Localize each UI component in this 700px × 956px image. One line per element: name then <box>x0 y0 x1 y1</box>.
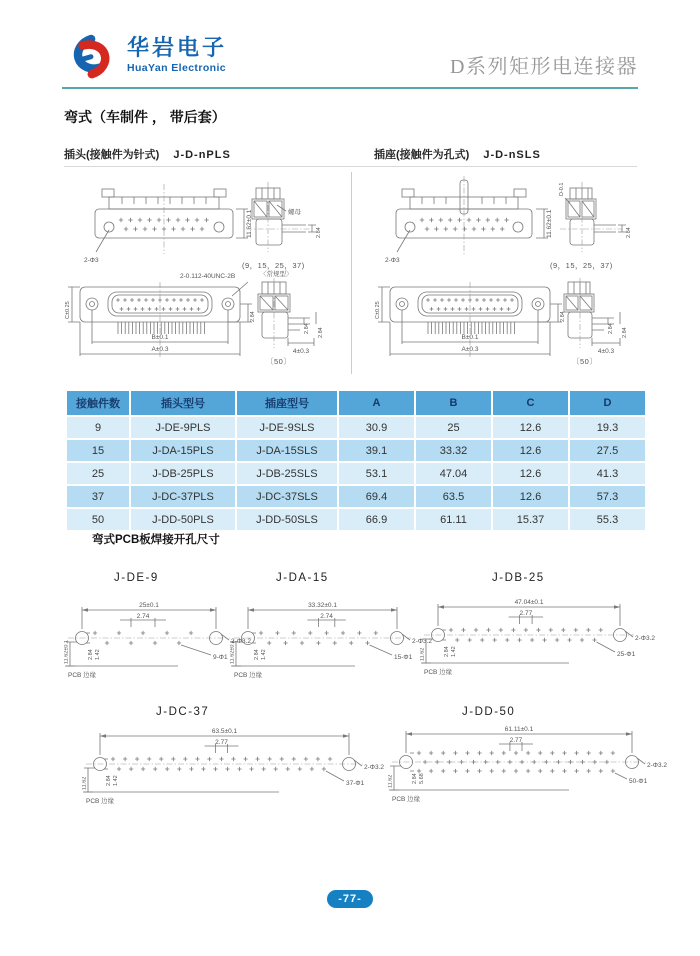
spec-col-header: 接触件数 <box>67 391 129 415</box>
spec-col-header: A <box>339 391 414 415</box>
dim-b: B±0.1 <box>151 334 169 341</box>
footer <box>0 889 700 907</box>
spec-table-row <box>67 417 645 438</box>
svg-text:61.11±0.1: 61.11±0.1 <box>504 726 534 733</box>
spec-table-head-row <box>67 391 645 415</box>
socket-front-view <box>385 176 553 264</box>
spec-table-cell: 37 <box>67 486 129 507</box>
spec-table-cell: J-DA-15PLS <box>131 440 235 461</box>
svg-text:47.04±0.1: 47.04±0.1 <box>514 599 544 606</box>
svg-text:2.84: 2.84 <box>254 649 260 660</box>
spec-table-cell: 27.5 <box>570 440 645 461</box>
plug-bottom-view <box>65 273 256 358</box>
pcb-diagram-da15 <box>230 596 445 684</box>
pcb-label-db25: J-DB-25 <box>492 572 545 584</box>
svg-text:25-Φ1: 25-Φ1 <box>617 651 636 658</box>
plug-side-view-50 <box>258 269 324 366</box>
svg-text:2-Φ3.2: 2-Φ3.2 <box>647 762 668 769</box>
company-logo-icon <box>60 31 120 83</box>
svg-text:63.5±0.1: 63.5±0.1 <box>211 728 238 735</box>
svg-text:9-Φ1: 9-Φ1 <box>213 654 228 661</box>
svg-text:2.84: 2.84 <box>560 311 566 322</box>
svg-text:1.42: 1.42 <box>261 649 267 660</box>
tail-dim: 4±0.3 <box>292 348 310 355</box>
svg-text:11.62±0.1: 11.62±0.1 <box>64 639 70 664</box>
spec-table-cell: J-DB-25PLS <box>131 463 235 484</box>
spec-table-cell: J-DB-25SLS <box>237 463 337 484</box>
svg-text:B±0.1: B±0.1 <box>461 334 479 341</box>
svg-text:〔50〕: 〔50〕 <box>572 357 598 366</box>
mount-hole-callout: 2-Φ3 <box>84 257 99 264</box>
spec-table-cell: 12.6 <box>493 417 568 438</box>
pcb-diagram-db25 <box>420 593 668 685</box>
svg-text:2-Φ3.2: 2-Φ3.2 <box>635 635 656 642</box>
svg-text:33.32±0.1: 33.32±0.1 <box>308 602 337 609</box>
svg-text:11.62±0.1: 11.62±0.1 <box>546 209 553 238</box>
svg-text:2.84: 2.84 <box>106 775 112 786</box>
spec-table-cell: 39.1 <box>339 440 414 461</box>
lead-pitch-dim: 2.84 <box>316 227 322 238</box>
spec-table <box>65 389 647 532</box>
pcb-label-dc37: J-DC-37 <box>156 706 210 718</box>
svg-text:11.62: 11.62 <box>82 776 88 790</box>
socket-bottom-view <box>375 282 566 358</box>
spec-table-cell: 41.3 <box>570 463 645 484</box>
spec-table-cell: 55.3 <box>570 509 645 530</box>
size50-caption: 〔50〕 <box>266 357 292 366</box>
svg-text:A±0.3: A±0.3 <box>461 346 479 353</box>
spec-table-row <box>67 486 645 507</box>
spec-col-header: 插头型号 <box>131 391 235 415</box>
svg-text:1.42: 1.42 <box>451 646 457 657</box>
spec-table-cell: 33.32 <box>416 440 491 461</box>
dim-284: 2.84 <box>250 311 256 322</box>
socket-heading: 插座(接触件为孔式) <box>374 149 470 161</box>
socket-side-view <box>550 182 632 271</box>
svg-text:15-Φ1: 15-Φ1 <box>394 654 413 661</box>
spec-table-cell: 9 <box>67 417 129 438</box>
spec-table-cell: 53.1 <box>339 463 414 484</box>
spec-table-cell: J-DC-37PLS <box>131 486 235 507</box>
spec-table-row <box>67 509 645 530</box>
spec-table-cell: 63.5 <box>416 486 491 507</box>
spec-table-cell: 50 <box>67 509 129 530</box>
logo-text <box>127 36 227 74</box>
pcb-section-title: 弯式PCB板焊接开孔尺寸 <box>92 534 220 546</box>
spec-table-cell: J-DE-9SLS <box>237 417 337 438</box>
svg-text:2.84: 2.84 <box>626 227 632 238</box>
svg-text:2.84: 2.84 <box>444 646 450 657</box>
spec-table-cell: 57.3 <box>570 486 645 507</box>
spec-table-row <box>67 463 645 484</box>
pcb-label-de9: J-DE-9 <box>114 572 159 584</box>
svg-text:C±0.25: C±0.25 <box>375 301 381 319</box>
svg-text:11.62: 11.62 <box>388 774 394 788</box>
pcb-label-da15: J-DA-15 <box>276 572 329 584</box>
svg-text:(9，15，25，37): (9，15，25，37) <box>550 261 613 270</box>
spec-table-cell: 15 <box>67 440 129 461</box>
plug-subheading <box>64 146 231 162</box>
spec-table-cell: 25 <box>67 463 129 484</box>
svg-text:2.74: 2.74 <box>136 613 150 620</box>
svg-text:PCB 边缘: PCB 边缘 <box>234 672 263 679</box>
thread-callout: 2-0.112-40UNC-2B <box>180 273 236 280</box>
socket-side-view-50 <box>564 278 628 366</box>
spec-table-cell: 25 <box>416 417 491 438</box>
svg-text:2-Φ3: 2-Φ3 <box>385 257 400 264</box>
header-rule <box>62 87 638 89</box>
spec-table-cell: 19.3 <box>570 417 645 438</box>
spec-table-cell: J-DD-50PLS <box>131 509 235 530</box>
spec-table-cell: 12.6 <box>493 486 568 507</box>
plug-drawing <box>64 172 350 377</box>
page-number-badge: -77- <box>327 890 373 908</box>
svg-text:2.84: 2.84 <box>608 323 614 334</box>
spec-table-cell: 15.37 <box>493 509 568 530</box>
svg-text:2.84: 2.84 <box>304 323 310 334</box>
svg-text:25±0.1: 25±0.1 <box>139 602 159 609</box>
spec-table-cell: 69.4 <box>339 486 414 507</box>
spec-table-cell: 12.6 <box>493 463 568 484</box>
flange-height-dim: 11.62±0.1 <box>246 209 253 238</box>
spec-table-cell: J-DA-15SLS <box>237 440 337 461</box>
svg-text:PCB 边缘: PCB 边缘 <box>424 669 453 676</box>
svg-text:PCB 边缘: PCB 边缘 <box>68 672 97 679</box>
sizes-caption: (9，15，25，37) <box>242 261 305 270</box>
svg-text:PCB 边缘: PCB 边缘 <box>392 796 421 803</box>
spec-table-cell: J-DE-9PLS <box>131 417 235 438</box>
spec-col-header: 插座型号 <box>237 391 337 415</box>
pcb-diagram-dc37 <box>82 722 397 814</box>
svg-text:2-Φ3.2: 2-Φ3.2 <box>412 638 433 645</box>
svg-text:5.68: 5.68 <box>419 773 425 784</box>
regular-type-label: 〈常规型〉 <box>260 271 293 278</box>
plug-side-view <box>242 182 322 271</box>
svg-text:2.84: 2.84 <box>622 327 628 338</box>
svg-text:2-Φ3.2: 2-Φ3.2 <box>364 764 385 771</box>
spec-table-cell: 12.6 <box>493 440 568 461</box>
svg-text:11.62±0.1: 11.62±0.1 <box>230 639 236 664</box>
socket-drawing <box>374 172 638 377</box>
logo-subtitle: HuaYan Electronic <box>127 62 226 74</box>
spec-table-cell: 47.04 <box>416 463 491 484</box>
logo-title: 华岩电子 <box>127 35 228 60</box>
spec-col-header: C <box>493 391 568 415</box>
svg-text:2.77: 2.77 <box>215 739 228 746</box>
svg-text:PCB 边缘: PCB 边缘 <box>86 798 115 805</box>
spec-table-cell: J-DC-37SLS <box>237 486 337 507</box>
plug-front-view <box>84 184 253 264</box>
svg-text:50-Φ1: 50-Φ1 <box>629 778 648 785</box>
spec-table-cell: J-DD-50SLS <box>237 509 337 530</box>
svg-text:2.84: 2.84 <box>412 773 418 784</box>
svg-text:1.42: 1.42 <box>95 649 101 660</box>
svg-text:2.74: 2.74 <box>320 613 333 620</box>
svg-text:2.77: 2.77 <box>519 610 533 617</box>
plug-heading: 插头(接触件为针式) <box>64 149 160 161</box>
pcb-label-dd50: J-DD-50 <box>462 706 516 718</box>
svg-text:11.62: 11.62 <box>420 647 426 661</box>
spec-col-header: B <box>416 391 491 415</box>
nut-label: 螺母 <box>288 209 301 216</box>
svg-text:1.42: 1.42 <box>113 775 119 786</box>
svg-text:2.77: 2.77 <box>509 737 523 744</box>
socket-model: J-D-nSLS <box>483 149 541 161</box>
column-divider <box>351 172 352 374</box>
doc-title: D系列矩形电连接器 <box>450 56 638 78</box>
socket-subheading <box>374 146 541 162</box>
spec-col-header: D <box>570 391 645 415</box>
svg-text:2-Φ3.2: 2-Φ3.2 <box>231 638 252 645</box>
pcb-diagram-dd50 <box>388 720 680 816</box>
svg-text:4±0.3: 4±0.3 <box>597 348 615 355</box>
svg-text:2.84: 2.84 <box>318 327 324 338</box>
dim-a: A±0.3 <box>151 346 169 353</box>
section-title: 弯式（车制件 ， 带后套） <box>64 109 226 125</box>
svg-text:2.84: 2.84 <box>88 649 94 660</box>
spec-table-cell: 30.9 <box>339 417 414 438</box>
svg-text:37-Φ1: 37-Φ1 <box>346 780 365 787</box>
spec-table-body <box>67 417 645 530</box>
socket-depth-dim: D-0.1 <box>559 182 565 196</box>
spec-table-row <box>67 440 645 461</box>
spec-table-cell: 66.9 <box>339 509 414 530</box>
spec-table-cell: 61.11 <box>416 509 491 530</box>
subheading-rule <box>64 166 637 167</box>
dim-c: C±0.25 <box>65 301 71 319</box>
plug-model: J-D-nPLS <box>173 149 231 161</box>
